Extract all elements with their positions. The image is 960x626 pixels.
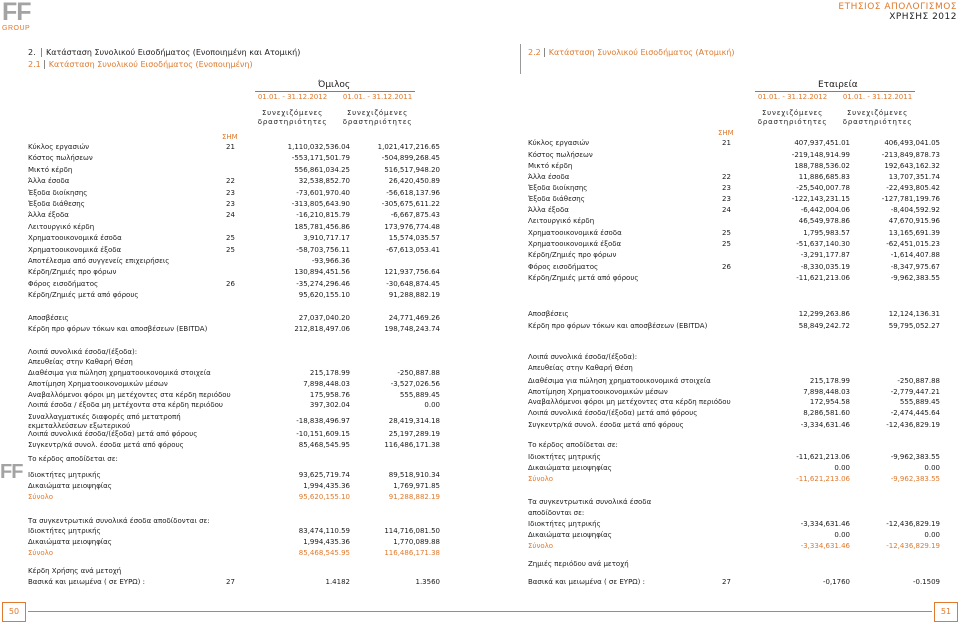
cell-v1: 46,549,978.86 — [798, 217, 850, 225]
cell-label: Λοιπά συνολικά έσοδα/(έξοδα) μετά από φόρους — [28, 430, 198, 438]
cell-note: 25 — [226, 234, 235, 243]
cell-note: 25 — [722, 229, 731, 237]
cell-v2: -127,781,199.76 — [881, 195, 940, 203]
cell-v2: 24,771,469.26 — [388, 314, 440, 322]
cell-v2: -2,474,445.64 — [890, 409, 940, 417]
cell-v2: 12,124,136.31 — [888, 310, 940, 318]
cell-label: Λειτουργικό κέρδη — [528, 217, 595, 225]
cell-v2: 114,716,081.50 — [384, 527, 440, 535]
cell-v2: -30,648,874.45 — [386, 279, 440, 288]
cell-label: Λοιπά συνολικά έσοδα/(έξοδα): — [28, 348, 138, 356]
report-title: ΕΤΗΣΙΟΣ ΑΠΟΛΟΓΙΣΜΟΣ — [838, 2, 957, 12]
page-number-left: 50 — [2, 602, 26, 622]
cell-v1: 1,795,983.57 — [803, 229, 850, 237]
cell-v2: 1,769,971.85 — [393, 482, 440, 490]
cell-v1: -3,291,177.87 — [800, 251, 850, 259]
cell-v2: -8,347,975.67 — [890, 263, 940, 271]
cell-label: Κύκλος εργασιών — [528, 139, 590, 147]
cell-v1: 83,474,110.59 — [298, 527, 350, 535]
cell-v2: -12,436,829.19 — [886, 421, 940, 429]
cell-v2: 116,486,171.38 — [384, 441, 440, 449]
cell-v2: 1,770,089.88 — [393, 538, 440, 546]
cell-label: Σύνολο — [528, 542, 554, 550]
continuing-ops-header — [750, 109, 835, 127]
company-title: Εταιρεία — [818, 80, 858, 90]
cell-v1: -553,171,501.79 — [291, 154, 350, 163]
cell-label: Απευθείας στην Καθαρή Θέση — [28, 358, 133, 366]
cell-note: 26 — [722, 263, 731, 271]
cell-label: Δικαιώματα μειοψηφίας — [528, 531, 612, 539]
cell-v2: 516,517,948.20 — [384, 165, 440, 174]
cell-label: Συναλλαγματικές διαφορές από μετατροπή εκμεταλλεύσεων εξωτερικού — [28, 413, 181, 430]
cell-label: Ιδιοκτήτες μητρικής — [28, 527, 101, 535]
cell-label: Ιδιοκτήτες μητρικής — [528, 453, 601, 461]
cell-v2: -250,887.88 — [897, 377, 940, 385]
cell-v1: 7,898,448.03 — [303, 380, 350, 388]
cell-label: Κέρδη/Ζημιές μετά από φόρους — [528, 274, 639, 282]
footer-rule-right — [480, 611, 932, 612]
cell-label: Μικτό κέρδη — [528, 162, 573, 170]
cell-note: 22 — [226, 177, 235, 186]
cell-label: Σύνολο — [28, 549, 54, 557]
report-year: ΧΡΗΣΗΣ 2012 — [889, 12, 957, 22]
cell-v1: 3,910,717.17 — [303, 234, 350, 243]
cell-label: Σύνολο — [28, 493, 54, 501]
cell-v2: -250,887.88 — [397, 369, 440, 377]
cell-v2: -9,962,383.55 — [890, 475, 940, 483]
cell-v1: -122,143,231.15 — [791, 195, 850, 203]
cell-label: Κύκλος εργασιών — [28, 143, 90, 151]
cell-label: Ιδιοκτήτες μητρικής — [28, 471, 101, 479]
cell-v1: 27,037,040.20 — [298, 314, 350, 322]
cell-v2: 0.00 — [424, 401, 440, 409]
cell-v1: 130,894,451.56 — [294, 268, 350, 277]
cell-note: 23 — [722, 195, 731, 203]
cell-v1: 1,994,435.36 — [303, 482, 350, 490]
cell-v1: 175,958.76 — [309, 391, 350, 399]
cell-v2: -8,404,592.92 — [890, 206, 940, 214]
cell-label: Άλλα έσοδα — [528, 173, 570, 181]
cell-v2: -213,849,878.73 — [881, 151, 940, 159]
cell-label: Λοιπά έσοδα / έξοδα μη μετέχοντα στα κέρδη περιόδου — [28, 401, 223, 409]
cell-v2: -1,614,407.88 — [890, 251, 940, 259]
cell-v2: -305,675,611.22 — [381, 200, 440, 208]
note-header: ΣΗΜ — [222, 133, 238, 141]
cell-v1: 58,849,242.72 — [798, 322, 850, 330]
cell-v1: 85,468,545.95 — [298, 549, 350, 557]
cell-v1: 407,937,451.01 — [794, 139, 850, 147]
cell-v2: -12,436,829.19 — [886, 542, 940, 550]
cell-v2: 91,288,882.19 — [388, 493, 440, 501]
cell-v1: 556,861,034.25 — [294, 165, 350, 174]
cell-v1: -25,540,007.78 — [796, 184, 850, 192]
cell-v1: 32,538,852.70 — [298, 177, 350, 186]
cell-v1: 8,286,581.60 — [803, 409, 850, 417]
cell-v2: 555,889.45 — [899, 398, 940, 406]
cell-v2: 15,574,035.57 — [388, 234, 440, 243]
cell-v2: 0.00 — [924, 531, 940, 539]
cell-label: Χρηματοοικονομικά έσοδα — [28, 234, 122, 243]
cell-v2: 173,976,774.48 — [384, 222, 440, 231]
cell-label: Έξοδα διάθεσης — [528, 195, 585, 203]
cell-label: Φόρος εισοδήματος — [528, 263, 599, 271]
continuing-ops-header — [250, 109, 335, 127]
cell-v2: 47,670,915.96 — [888, 217, 940, 225]
cell-label: Αποτίμηση Χρηματοοικονομικών μέσων — [528, 388, 668, 396]
cell-v2: -9,962,383.55 — [890, 274, 940, 282]
cell-label: Χρηματοοικονομικά έξοδα — [28, 245, 122, 254]
cell-v1: -10,151,609.15 — [296, 430, 350, 438]
cell-v1: -3,334,631.46 — [800, 542, 850, 550]
cell-label: Αποσβέσεις — [528, 310, 569, 318]
cell-v1: -219,148,914.99 — [791, 151, 850, 159]
section-title-text: Κατάσταση Συνολικού Εισοδήματος (Ενοποιημένη και Ατομική) — [46, 48, 301, 57]
cell-label: Κέρδη προ φόρων τόκων και αποσβέσεων (EBITDA) — [28, 325, 208, 333]
cell-label: Δικαιώματα μειοψηφίας — [528, 464, 612, 472]
section-title-text: Κατάσταση Συνολικού Εισοδήματος (Ατομική) — [548, 48, 735, 57]
cell-v1: -18,838,496.97 — [296, 417, 350, 425]
period-2012: 01.01. - 31.12.2012 — [257, 93, 328, 101]
col-sub-line2: δραστηριότητες — [842, 118, 913, 126]
cell-v1: -35,274,296.46 — [296, 279, 350, 288]
continuing-ops-header — [835, 109, 920, 127]
cell-label: Άλλα έσοδα — [28, 177, 70, 186]
cell-note: 26 — [226, 279, 235, 288]
cell-label: Χρηματοοικονομικά έξοδα — [528, 240, 622, 248]
cell-v1: 1,994,435.36 — [303, 538, 350, 546]
col-sub-line1: Συνεχιζόμενες — [761, 109, 824, 117]
cell-label: Κέρδη/Ζημιές προ φόρων — [528, 251, 617, 259]
cell-v2: 91,288,882.19 — [388, 291, 440, 300]
cell-label: Αναβαλλόμενοι φόροι μη μετέχοντες στα κέρδη περιόδου — [28, 391, 231, 399]
cell-label: Κέρδη προ φόρων τόκων και αποσβέσεων (EBITDA) — [528, 322, 708, 330]
cell-v2: -6,667,875.43 — [390, 211, 440, 220]
cell-note: 24 — [226, 211, 235, 220]
cell-v2: -67,613,053.41 — [386, 245, 440, 254]
subsection-title-text: Κατάσταση Συνολικού Εισοδήματος (Ενοποιημένη) — [48, 60, 253, 69]
cell-v2: 89,518,910.34 — [388, 471, 440, 479]
cell-note: 21 — [722, 139, 731, 147]
col-sub-line2: δραστηριότητες — [257, 118, 328, 126]
col-sub-line2: δραστηριότητες — [757, 118, 828, 126]
cell-v1: -11,621,213.06 — [796, 453, 850, 461]
section-number: 2. — [28, 48, 42, 57]
cell-label: Συγκεντρ/κά συνολ. έσοδα μετά από φόρους — [28, 441, 184, 449]
cell-label: Έξοδα διοίκησης — [528, 184, 588, 192]
cell-v1: 11,886,685.83 — [798, 173, 850, 181]
cell-v1: -3,334,631.46 — [800, 421, 850, 429]
cell-v2: -22,493,805.42 — [886, 184, 940, 192]
cell-label: Σύνολο — [528, 475, 554, 483]
cell-v2: 406,493,041.05 — [884, 139, 940, 147]
cell-label: Αποτίμηση Χρηματοοικονομικών μέσων — [28, 380, 168, 388]
logo-text: FF — [2, 0, 31, 26]
cell-v1: -6,442,004.06 — [800, 206, 850, 214]
col-sub-line1: Συνεχιζόμενες — [846, 109, 909, 117]
cell-v1: 0.00 — [834, 531, 850, 539]
note-header: ΣΗΜ — [718, 129, 734, 137]
cell-v1: -3,334,631.46 — [800, 520, 850, 528]
cell-v2: 25,197,289.19 — [388, 430, 440, 438]
company-logo — [2, 0, 31, 33]
cell-v1: -93,966.36 — [311, 257, 350, 265]
cell-v1: -51,637,140.30 — [796, 240, 850, 248]
cell-v1: -73,601,970.40 — [296, 188, 350, 197]
cell-label: Μικτό κέρδη — [28, 165, 73, 174]
col-sub-line1: Συνεχιζόμενες — [261, 109, 324, 117]
page-divider — [520, 44, 521, 74]
cell-label: Κέρδη/Ζημιές προ φόρων — [28, 268, 117, 277]
report-header — [838, 2, 957, 22]
cell-label: Δικαιώματα μειοψηφίας — [28, 538, 112, 546]
cell-label: Κόστος πωλήσεων — [528, 151, 593, 159]
cell-v2: -12,436,829.19 — [886, 520, 940, 528]
cell-v2: -9,962,383.55 — [890, 453, 940, 461]
cell-label: Συγκεντρ/κά συνολ. έσοδα μετά από φόρους — [528, 421, 684, 429]
cell-note: 24 — [722, 206, 731, 214]
cell-v1: 95,620,155.10 — [298, 493, 350, 501]
cell-v1: 7,898,448.03 — [803, 388, 850, 396]
page-number-right: 51 — [934, 602, 958, 622]
continuing-ops-header — [335, 109, 420, 127]
cell-label: Κέρδη/Ζημιές μετά από φόρους — [28, 291, 139, 300]
cell-label: Άλλα έξοδα — [528, 206, 569, 214]
cell-v2: 192,643,162.32 — [884, 162, 940, 170]
cell-v2: -504,899,268.45 — [381, 154, 440, 163]
cell-note: 23 — [226, 200, 235, 208]
cell-label: Διαθέσιμα για πώληση χρηματοοικονομικά στοιχεία — [528, 377, 711, 385]
cell-v2: 26,420,450.89 — [388, 177, 440, 186]
cell-v1: 185,781,456.86 — [294, 222, 350, 231]
cell-label: Φόρος εισοδήματος — [28, 279, 99, 288]
cell-label: Κόστος πωλήσεων — [28, 154, 93, 163]
cell-v1: -58,703,756.11 — [296, 245, 350, 254]
group-title: Όμιλος — [318, 80, 351, 90]
col-sub-line2: δραστηριότητες — [342, 118, 413, 126]
cell-v1: -16,210,815.79 — [296, 211, 350, 220]
cell-label: Λοιπά συνολικά έσοδα/(έξοδα): — [528, 353, 638, 361]
cell-v1: 212,818,497.06 — [294, 325, 350, 333]
cell-label: Αναβαλλόμενοι φόροι μη μετέχοντες στα κέρδη περιόδου — [528, 398, 731, 406]
cell-v1: 93,625,719.74 — [298, 471, 350, 479]
cell-v1: 12,299,263.86 — [798, 310, 850, 318]
cell-label: Ιδιοκτήτες μητρικής — [528, 520, 601, 528]
footer-rule-left — [28, 611, 480, 612]
cell-v1: 1,110,032,536.04 — [287, 143, 350, 151]
cell-label: Άλλα έξοδα — [28, 211, 69, 220]
header-rule-left — [255, 91, 415, 92]
cell-v2: 116,486,171.38 — [384, 549, 440, 557]
cell-v1: 397,302.04 — [309, 401, 350, 409]
cell-label: Έξοδα διοίκησης — [28, 188, 88, 197]
cell-v2: -3,527,026.56 — [390, 380, 440, 388]
period-2011: 01.01. - 31.12.2011 — [842, 93, 913, 101]
cell-label: Αποσβέσεις — [28, 314, 69, 322]
section-title-right — [528, 48, 734, 57]
cell-v1: -11,621,213.06 — [796, 274, 850, 282]
cell-v2: 13,165,691.39 — [888, 229, 940, 237]
cell-v1: -11,621,213.06 — [796, 475, 850, 483]
cell-label: Δικαιώματα μειοψηφίας — [28, 482, 112, 490]
logo-subtext: GROUP — [2, 25, 31, 32]
cell-label: Χρηματοοικονομικά έσοδα — [528, 229, 622, 237]
cell-v2: 121,937,756.64 — [384, 268, 440, 277]
cell-v2: 0.00 — [924, 464, 940, 472]
cell-v2: 59,795,052.27 — [888, 322, 940, 330]
cell-label: Διαθέσιμα για πώληση χρηματοοικονομικά στοιχεία — [28, 369, 211, 377]
cell-v2: 1,021,417,216.65 — [377, 143, 440, 151]
subsection-title-left — [28, 60, 253, 69]
cell-v2: -62,451,015.23 — [886, 240, 940, 248]
side-logo-mark: FF — [0, 461, 23, 483]
cell-note: 25 — [226, 245, 235, 254]
cell-v1: 95,620,155.10 — [298, 291, 350, 300]
cell-v1: -8,330,035.19 — [800, 263, 850, 271]
cell-note: 22 — [722, 173, 731, 181]
cell-v1: 215,178.99 — [809, 377, 850, 385]
cell-v1: 0.00 — [834, 464, 850, 472]
section-title-left — [28, 48, 300, 57]
cell-v1: 172,954.58 — [809, 398, 850, 406]
cell-note: 21 — [226, 143, 235, 151]
subsection-number: 2.1 — [28, 60, 45, 69]
cell-label: Αποτέλεσμα από συγγενείς επιχειρήσεις — [28, 257, 170, 265]
cell-v1: 215,178.99 — [309, 369, 350, 377]
cell-label: Λοιπά συνολικά έσοδα/(έξοδα) μετά από φόρους — [528, 409, 698, 417]
cell-label: Απευθείας στην Καθαρή Θέση — [528, 364, 633, 372]
section-number: 2.2 — [528, 48, 545, 57]
cell-v2: -2,779,447.21 — [890, 388, 940, 396]
cell-note: 23 — [226, 188, 235, 197]
cell-v2: 555,889.45 — [399, 391, 440, 399]
cell-note: 25 — [722, 240, 731, 248]
col-sub-line1: Συνεχιζόμενες — [346, 109, 409, 117]
header-rule-right — [755, 91, 915, 92]
period-2012: 01.01. - 31.12.2012 — [757, 93, 828, 101]
cell-note: 23 — [722, 184, 731, 192]
period-2011: 01.01. - 31.12.2011 — [342, 93, 413, 101]
cell-label: Λειτουργικό κέρδη — [28, 222, 95, 231]
cell-v1: 85,468,545.95 — [298, 441, 350, 449]
cell-v1: 188,788,536.02 — [794, 162, 850, 170]
cell-v2: 198,748,243.74 — [384, 325, 440, 333]
cell-v2: 13,707,351.74 — [888, 173, 940, 181]
cell-v2: 28,419,314.18 — [388, 417, 440, 425]
cell-label: Έξοδα διάθεσης — [28, 200, 85, 208]
cell-v2: -56,618,137.96 — [386, 188, 440, 197]
cell-v1: -313,805,643.90 — [291, 200, 350, 208]
